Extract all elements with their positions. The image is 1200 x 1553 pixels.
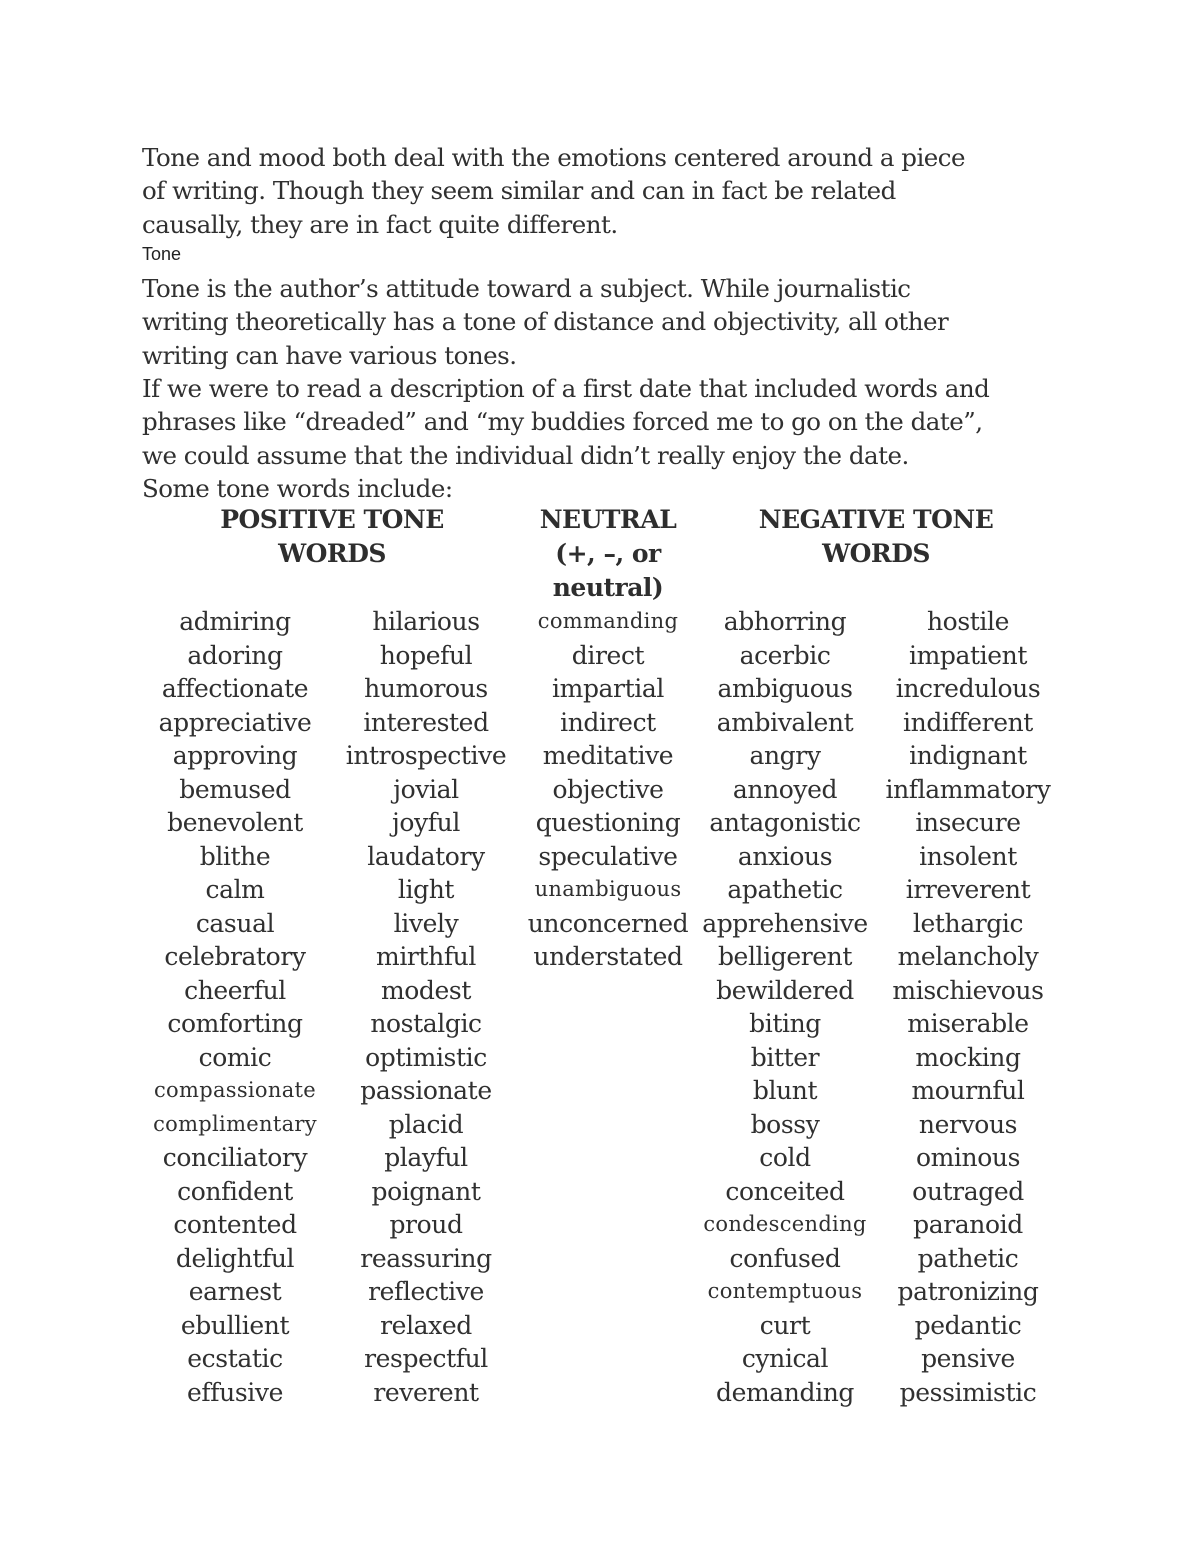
tone-word: pensive (921, 1344, 1015, 1373)
tone-word: confused (729, 1243, 841, 1273)
tone-word: reassuring (360, 1243, 492, 1273)
tone-word: adoring (187, 640, 283, 670)
tone-definition-paragraph: Tone is the author’s attitude toward a subject. While journalistic writing theoretically has a tone of distance and objectivity, all other writing can have various tones. (142, 274, 949, 370)
tone-word: ominous (915, 1143, 1021, 1172)
negative-words-column-1 (698, 605, 872, 1409)
tone-word: bemused (179, 774, 291, 804)
tone-word: objective (552, 774, 664, 804)
tone-word: introspective (345, 741, 507, 770)
tone-word: poignant (371, 1176, 481, 1206)
tone-word: speculative (538, 841, 678, 871)
tone-word: demanding (715, 1377, 854, 1407)
tone-word: abhorring (723, 607, 847, 636)
tone-word: understated (533, 942, 683, 971)
tone-word: mirthful (376, 942, 476, 971)
tone-word: respectful (364, 1344, 488, 1373)
tone-word: ecstatic (187, 1344, 283, 1373)
tone-word: lethargic (912, 908, 1024, 938)
tone-word: meditative (542, 741, 674, 770)
section-heading-tone: Tone (142, 244, 182, 264)
tone-word: modest (380, 975, 472, 1005)
tone-word: mournful (911, 1076, 1025, 1105)
tone-word: cold (759, 1143, 811, 1172)
tone-word: reverent (373, 1377, 479, 1407)
tone-word: affectionate (161, 674, 309, 703)
tone-word: nervous (918, 1109, 1018, 1139)
tone-word: earnest (188, 1277, 282, 1306)
tone-word: cheerful (184, 975, 286, 1005)
tone-word: reflective (368, 1277, 484, 1306)
tone-word: hopeful (379, 640, 473, 670)
tone-word: relaxed (380, 1310, 472, 1340)
tone-word: bitter (750, 1042, 820, 1072)
tone-word: antagonistic (709, 808, 861, 837)
tone-word: bewildered (716, 975, 854, 1005)
tone-word: celebratory (164, 942, 306, 971)
tone-word: outraged (912, 1176, 1024, 1206)
tone-word: admiring (179, 607, 291, 636)
tone-word: conceited (725, 1176, 845, 1206)
tone-word: curt (759, 1310, 811, 1340)
tone-word: mocking (915, 1042, 1021, 1072)
tone-word: contented (173, 1210, 297, 1239)
tone-word: insolent (919, 841, 1017, 871)
tone-word: impartial (552, 674, 664, 703)
positive-words-column-1 (142, 605, 328, 1409)
tone-word: bossy (750, 1109, 820, 1139)
tone-word: pathetic (917, 1243, 1019, 1273)
tone-word: patronizing (897, 1277, 1039, 1306)
positive-words-column-2 (336, 605, 516, 1409)
tone-word: hostile (926, 607, 1009, 636)
tone-word: effusive (187, 1377, 283, 1407)
tone-word: pedantic (914, 1310, 1022, 1340)
tone-word: placid (388, 1109, 464, 1139)
tone-word: incredulous (895, 674, 1041, 703)
tone-word: contemptuous (707, 1279, 863, 1303)
tone-word: proud (389, 1210, 463, 1239)
tone-word: apprehensive (702, 908, 868, 938)
tone-word: pessimistic (899, 1377, 1037, 1407)
first-date-example-paragraph: If we were to read a description of a first date that included words and phrases like “dreaded” and “my buddies forced me to go on the date”, we could assume that the individual didn’t really enjoy the date. (142, 374, 990, 470)
negative-tone-header: NEGATIVE TONE WORDS (758, 505, 994, 568)
tone-word: conciliatory (162, 1143, 308, 1172)
tone-word: light (397, 875, 455, 904)
tone-word: joyful (392, 808, 460, 837)
tone-word: insecure (915, 808, 1021, 837)
tone-word: ambiguous (717, 674, 853, 703)
tone-words-intro: Some tone words include: (142, 474, 453, 503)
tone-word: belligerent (717, 942, 853, 971)
tone-word: lively (393, 908, 459, 938)
tone-word: melancholy (897, 942, 1039, 971)
tone-word: optimistic (365, 1042, 487, 1072)
tone-word: questioning (535, 808, 681, 837)
tone-word: cynical (741, 1344, 829, 1373)
tone-word: blunt (752, 1076, 818, 1105)
tone-word: annoyed (732, 774, 838, 804)
tone-word: approving (172, 741, 298, 770)
tone-word: ambivalent (716, 707, 854, 737)
tone-word: jovial (393, 774, 459, 804)
negative-words-column-2 (876, 605, 1060, 1409)
tone-word: commanding (537, 609, 679, 633)
tone-word: comic (198, 1042, 272, 1072)
tone-word: delightful (175, 1243, 295, 1273)
tone-word: appreciative (158, 707, 312, 737)
tone-word: inflammatory (885, 774, 1051, 804)
tone-word: hilarious (372, 607, 480, 636)
tone-word: nostalgic (370, 1009, 482, 1038)
tone-word: paranoid (913, 1210, 1023, 1239)
tone-word: indignant (909, 741, 1027, 770)
intro-paragraph: Tone and mood both deal with the emotions centered around a piece of writing. Though they seem similar and can in fact be related causally, they are in fact quite different. (142, 143, 966, 239)
tone-word: indifferent (903, 707, 1033, 737)
tone-word: apathetic (727, 875, 843, 904)
tone-word: confident (177, 1176, 293, 1206)
tone-word: unambiguous (534, 877, 682, 901)
tone-word: complimentary (153, 1111, 317, 1136)
neutral-words-column (522, 605, 694, 974)
tone-word: ebullient (180, 1310, 290, 1340)
positive-tone-header: POSITIVE TONE WORDS (220, 505, 444, 568)
tone-word: miserable (907, 1009, 1029, 1038)
tone-word: mischievous (892, 975, 1044, 1005)
tone-word: anxious (737, 841, 833, 871)
tone-word: humorous (364, 674, 488, 703)
tone-word: passionate (360, 1076, 492, 1105)
tone-word: condescending (703, 1212, 867, 1236)
tone-word: direct (571, 640, 645, 670)
tone-word: benevolent (167, 808, 303, 837)
tone-word: blithe (199, 841, 271, 871)
neutral-tone-header: NEUTRAL (+, –, or neutral) (539, 505, 677, 602)
tone-word: acerbic (739, 640, 831, 670)
tone-word: indirect (560, 707, 656, 737)
tone-word: calm (205, 875, 265, 904)
tone-word: interested (363, 707, 489, 737)
tone-word: compassionate (153, 1078, 316, 1102)
tone-word: laudatory (367, 841, 485, 871)
tone-word: playful (384, 1143, 468, 1172)
tone-word: angry (749, 741, 821, 770)
tone-word: irreverent (905, 875, 1031, 904)
tone-word: impatient (909, 640, 1027, 670)
tone-word: unconcerned (527, 908, 689, 938)
tone-word: biting (749, 1009, 821, 1038)
tone-word: comforting (167, 1009, 303, 1038)
tone-word: casual (195, 908, 275, 938)
